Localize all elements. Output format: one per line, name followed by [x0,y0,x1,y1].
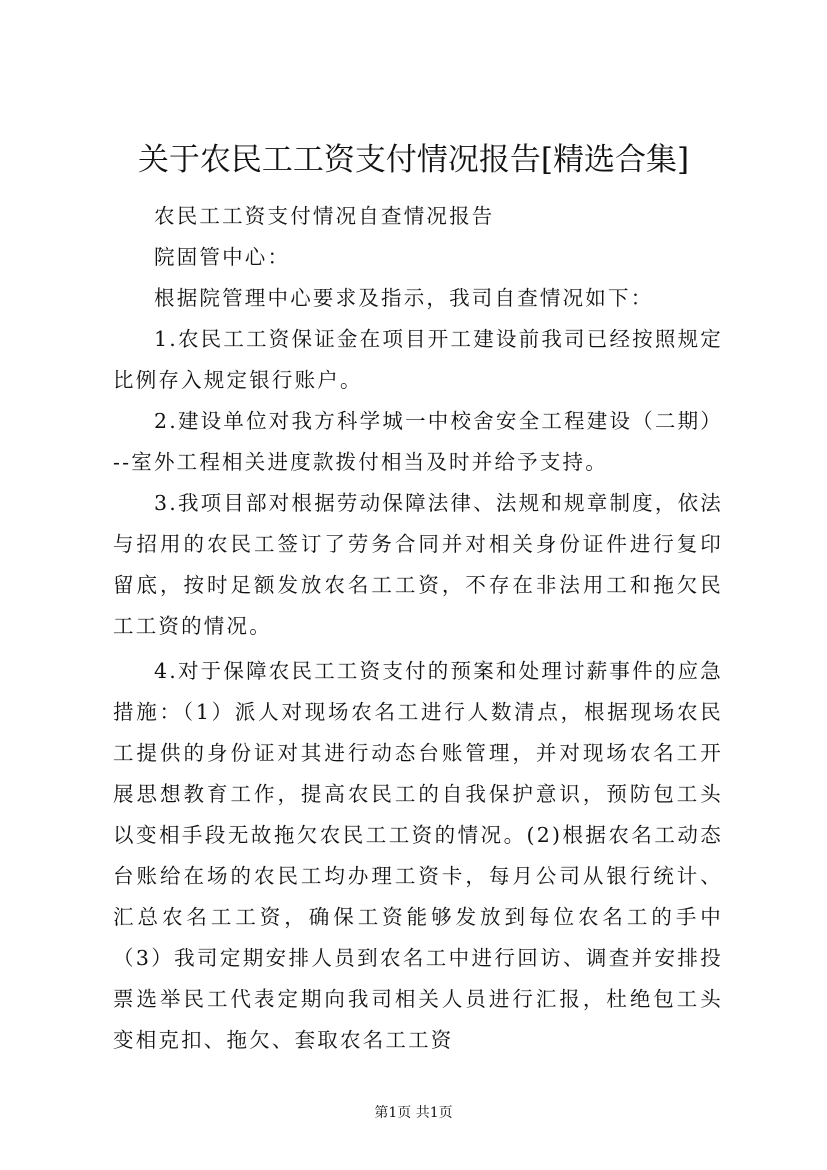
paragraph-item-2: 2.建设单位对我方科学城一中校舍安全工程建设（二期）--室外工程相关进度款拨付相当及时并给予支持。 [113,409,723,474]
paragraph-item-1: 1.农民工工资保证金在项目开工建设前我司已经按照规定比例存入规定银行账户。 [113,327,723,392]
paragraph-intro: 根据院管理中心要求及指示，我司自查情况如下： [154,286,654,310]
document-body [113,196,723,1061]
paragraph-addressee: 院固管中心： [154,245,291,269]
paragraph-item-4: 4.对于保障农民工工资支付的预案和处理讨薪事件的应急措施：（1）派人对现场农名工进行人数清点，根据现场农民工提供的身份证对其进行动态台账管理，并对现场农名工开展思想教育工作，提高农民工的自我保护意识，预防包工头以变相手段无故拖欠农民工工资的情况。(2)根据农名工动态台账给在场的农民工均办理工资卡，每月公司从银行统计、汇总农名工工资，确保工资能够发放到每位农名工的手中（3）我司定期安排人员到农名工中进行回访、调查并安排投票选举民工代表定期向我司相关人员进行汇报，杜绝包工头变相克扣、拖欠、套取农名工工资 [113,659,723,1052]
document-title: 关于农民工工资支付情况报告[精选合集] [137,142,690,178]
paragraph-item-3: 3.我项目部对根据劳动保障法律、法规和规章制度，依法与招用的农民工签订了劳务合同并对相关身份证件进行复印留底，按时足额发放农名工工资，不存在非法用工和拖欠民工工资的情况。 [113,491,723,638]
page-number-footer: 第1页 共1页 [374,1105,453,1121]
paragraph-subtitle: 农民工工资支付情况自查情况报告 [154,204,495,228]
